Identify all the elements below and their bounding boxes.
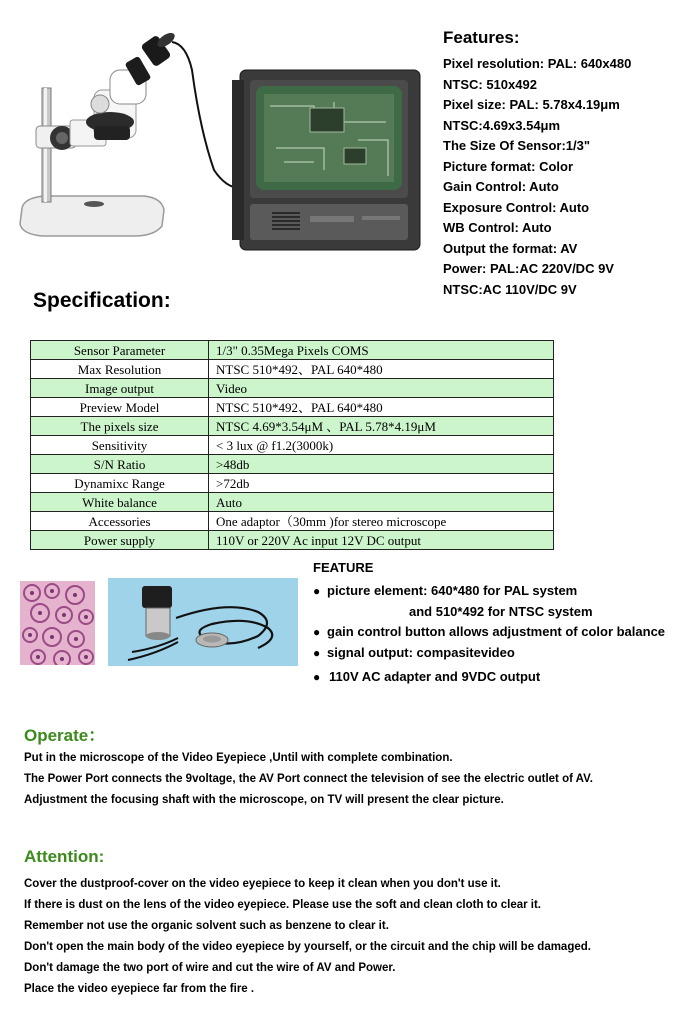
list-item — [313, 643, 698, 664]
instruction-line: Put in the microscope of the Video Eyepiece ,Until with complete combination. — [24, 752, 453, 764]
instruction-line: Place the video eyepiece far from the fire . — [24, 983, 255, 995]
instruction-line: Remember not use the organic solvent such as benzene to clear it. — [24, 920, 389, 932]
list-item — [313, 602, 698, 623]
bullet-text: gain control button allows adjustment of color balance — [327, 624, 666, 639]
specification-table — [30, 340, 554, 550]
spec-key: Accessories — [31, 512, 209, 531]
instruction-line: Adjustment the focusing shaft with the microscope, on TV will present the clear picture. — [24, 794, 504, 806]
operate-instructions — [24, 748, 694, 811]
table-row — [31, 455, 554, 474]
list-item — [313, 581, 698, 602]
spec-value: Auto — [209, 493, 554, 512]
instruction-line: Don't damage the two port of wire and cut the wire of AV and Power. — [24, 962, 396, 974]
bullet-text: picture element: 640*480 for PAL system — [327, 583, 578, 598]
feature-line: NTSC: 510x492 — [443, 76, 537, 92]
spec-key: Preview Model — [31, 398, 209, 417]
table-row — [31, 436, 554, 455]
table-row — [31, 341, 554, 360]
spec-value: Video — [209, 379, 554, 398]
feature-line: WB Control: Auto — [443, 220, 552, 235]
bullet-icon: ● — [313, 625, 321, 639]
feature-line: Gain Control: Auto — [443, 179, 559, 194]
table-row — [31, 398, 554, 417]
bullet-icon: ● — [313, 670, 321, 684]
feature-line: NTSC:AC 110V/DC 9V — [443, 281, 577, 297]
table-row — [31, 531, 554, 550]
bullet-text: and 510*492 for NTSC system — [409, 603, 593, 619]
bullet-text: 110V AC adapter and 9VDC output — [329, 669, 541, 684]
spec-key: Sensitivity — [31, 436, 209, 455]
feature-line: The Size Of Sensor:1/3" — [443, 138, 591, 153]
instruction-line: Cover the dustproof-cover on the video eyepiece to keep it clean when you don't use it. — [24, 878, 501, 890]
spec-key: Sensor Parameter — [31, 341, 209, 360]
bullet-text: signal output: compasitevideo — [327, 644, 515, 660]
spec-key: The pixels size — [31, 417, 209, 436]
feature-line: Picture format: Color — [443, 158, 574, 174]
table-row — [31, 379, 554, 398]
table-row — [31, 360, 554, 379]
list-item — [313, 667, 698, 688]
feature-line: Exposure Control: Auto — [443, 199, 590, 215]
spec-value: >48db — [209, 455, 554, 474]
spec-value: NTSC 510*492、PAL 640*480 — [209, 398, 554, 417]
spec-value: 110V or 220V Ac input 12V DC output — [209, 531, 554, 550]
spec-value: 1/3" 0.35Mega Pixels COMS — [209, 341, 554, 360]
specification-title: Specification: — [33, 289, 171, 312]
spec-value: >72db — [209, 474, 554, 493]
spec-key: White balance — [31, 493, 209, 512]
feature-line: Power: PAL:AC 220V/DC 9V — [443, 261, 614, 276]
spec-key: Image output — [31, 379, 209, 398]
microscope-monitor-illustration — [14, 30, 424, 262]
video-cable — [172, 42, 240, 188]
attention-instructions — [24, 874, 694, 1000]
feature-bullets-title: FEATURE — [313, 560, 374, 575]
feature-line: Output the format: AV — [443, 240, 578, 256]
feature-bullets — [313, 560, 698, 688]
feature-line: Pixel resolution: PAL: 640x480 — [443, 56, 632, 71]
instruction-line: The Power Port connects the 9voltage, the AV Port connect the television of see the electric outlet of AV. — [24, 773, 593, 785]
spec-value: NTSC 510*492、PAL 640*480 — [209, 360, 554, 379]
features-panel — [443, 28, 693, 300]
spec-value: < 3 lux @ f1.2(3000k) — [209, 436, 554, 455]
spec-key: Dynamixc Range — [31, 474, 209, 493]
instruction-line: If there is dust on the lens of the video eyepiece. Please use the soft and clean cloth to clear it. — [24, 899, 542, 911]
list-item — [313, 622, 698, 643]
spec-key: Power supply — [31, 531, 209, 550]
instruction-line: Don't open the main body of the video eyepiece by yourself, or the circuit and the chip will be damaged. — [24, 941, 591, 953]
features-title: Features: — [443, 28, 520, 47]
feature-line: Pixel size: PAL: 5.78x4.19μm — [443, 97, 620, 112]
spec-value: One adaptor（30mm )for stereo microscope — [209, 512, 554, 531]
feature-line: NTSC:4.69x3.54μm — [443, 117, 561, 133]
spec-value: NTSC 4.69*3.54μM 、PAL 5.78*4.19μM — [209, 417, 554, 436]
bullet-icon: ● — [313, 645, 321, 660]
spec-key: Max Resolution — [31, 360, 209, 379]
table-row — [31, 474, 554, 493]
table-row — [31, 417, 554, 436]
spec-key: S/N Ratio — [31, 455, 209, 474]
bullet-icon: ● — [313, 584, 321, 598]
video-eyepiece-photo — [108, 578, 298, 666]
table-row — [31, 512, 554, 531]
attention-title: Attention: — [24, 847, 105, 866]
operate-title: Operate： — [24, 726, 106, 745]
table-row — [31, 493, 554, 512]
tissue-sample-image — [20, 581, 95, 665]
tv-monitor — [232, 70, 420, 250]
